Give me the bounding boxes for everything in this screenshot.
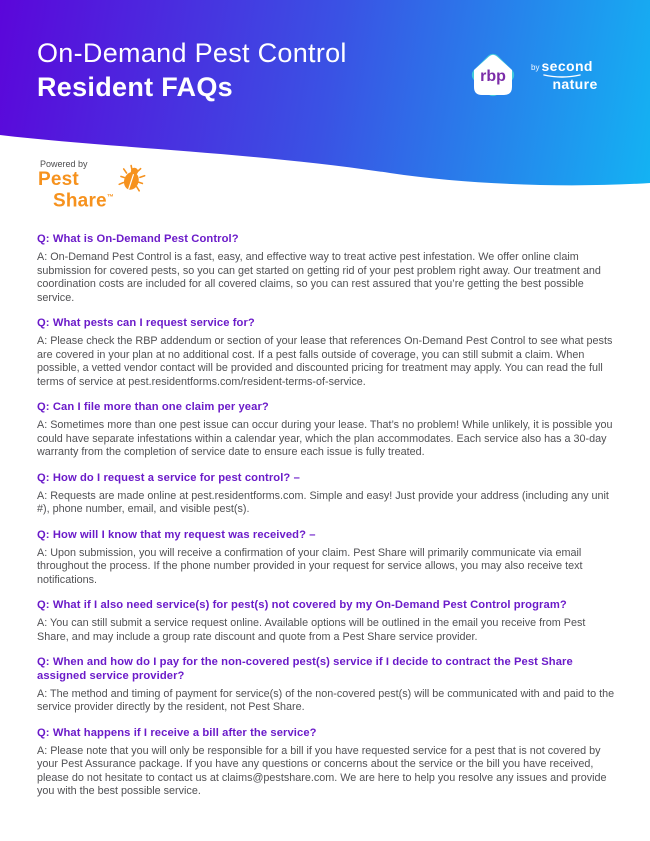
faq-answer: A: The method and timing of payment for service(s) of the non-covered pest(s) will be communicated with and paid to the service provider directly by the resident, not Pest Share.	[37, 687, 615, 713]
faq-item	[37, 317, 615, 389]
pest-share-logo	[38, 159, 158, 210]
faq-answer: A: Please check the RBP addendum or section of your lease that references On-Demand Pest Control to see what pests are covered in your plan at no additional cost. If a pest falls outside of coverage, you can still submit a claim. When possible, a vetted vendor contact will be provided and discounted pricing for treatment may apply. You can read the full terms of service at pest.residentforms.com/resident-terms-of-service.	[37, 335, 613, 388]
faq-item	[37, 401, 615, 460]
faq-item	[37, 472, 615, 517]
faq-question: Q: When and how do I pay for the non-covered pest(s) service if I decide to contract the Pest Share assigned service provider?	[37, 656, 573, 682]
faq-item	[37, 233, 615, 305]
page-title-line1: On-Demand Pest Control	[37, 38, 347, 68]
faq-answer: A: Sometimes more than one pest issue can occur during your lease. That’s no problem! While unlikely, it is possible you could have separate infestations within a calendar year, which the plan accommodates. Each service also has a 30-day warranty from the completion of service date to ensure each issue is fully treated.	[37, 419, 613, 458]
faq-question: Q: How do I request a service for pest control? –	[37, 471, 300, 484]
svg-text:rbp: rbp	[480, 68, 506, 85]
powered-by-label: Powered by	[40, 159, 88, 169]
faq-list	[37, 233, 615, 811]
rbp-second-nature-logo	[465, 47, 598, 103]
faq-question: Q: What happens if I receive a bill after the service?	[37, 726, 317, 739]
faq-item	[37, 727, 615, 799]
faq-question: Q: What is On-Demand Pest Control?	[37, 233, 239, 245]
by-label: by	[531, 62, 540, 72]
pest-share-line1: Pest	[38, 169, 79, 190]
second-nature-line1: second	[541, 57, 593, 74]
page-title-line2: Resident FAQs	[37, 72, 233, 102]
faq-question: Q: What if I also need service(s) for pest(s) not covered by my On-Demand Pest Control program?	[37, 599, 567, 611]
rbp-house-icon	[465, 47, 521, 103]
faq-item	[37, 529, 615, 588]
faq-item	[37, 599, 615, 644]
faq-answer: A: Requests are made online at pest.residentforms.com. Simple and easy! Just provide your address (including any unit #), phone number, email, and visible pest(s).	[37, 489, 609, 515]
pest-share-line2: Share™	[53, 190, 115, 212]
page-title	[37, 36, 347, 104]
faq-answer: A: On-Demand Pest Control is a fast, easy, and effective way to treat active pest infestation. We offer online claim submission for covered pests, so you can get started on getting rid of your pest problem right away. Our treatment and coordination costs are included for all covered claims, so you can rest assured that you’re getting the best possible service.	[37, 251, 601, 304]
trademark-symbol: ™	[106, 194, 115, 201]
faq-question: Q: How will I know that my request was received? –	[37, 528, 316, 541]
faq-answer: A: Please note that you will only be responsible for a bill if you have requested service for a pest that is not covered by your Pest Assurance package. If you have any questions or concerns about the service or the bill you have received, please do not hesitate to contact us at claims@pestshare.com. We are here to help you resolve any issues and provide you with the best possible service.	[37, 744, 607, 797]
second-nature-wordmark	[531, 57, 598, 92]
faq-answer: A: You can still submit a service request online. Available options will be outlined in the email you receive from Pest Share, and may include a group rate discount and quote from a Pest Share service provider.	[37, 617, 586, 643]
faq-question: Q: What pests can I request service for?	[37, 317, 255, 329]
faq-question: Q: Can I file more than one claim per year?	[37, 401, 269, 413]
faq-answer: A: Upon submission, you will receive a confirmation of your claim. Pest Share will primarily communicate via email throughout the process. If the phone number provided in your request for service allows, you may also receive text notifications.	[37, 546, 583, 586]
second-nature-line2: nature	[552, 75, 598, 92]
faq-item	[37, 656, 615, 715]
